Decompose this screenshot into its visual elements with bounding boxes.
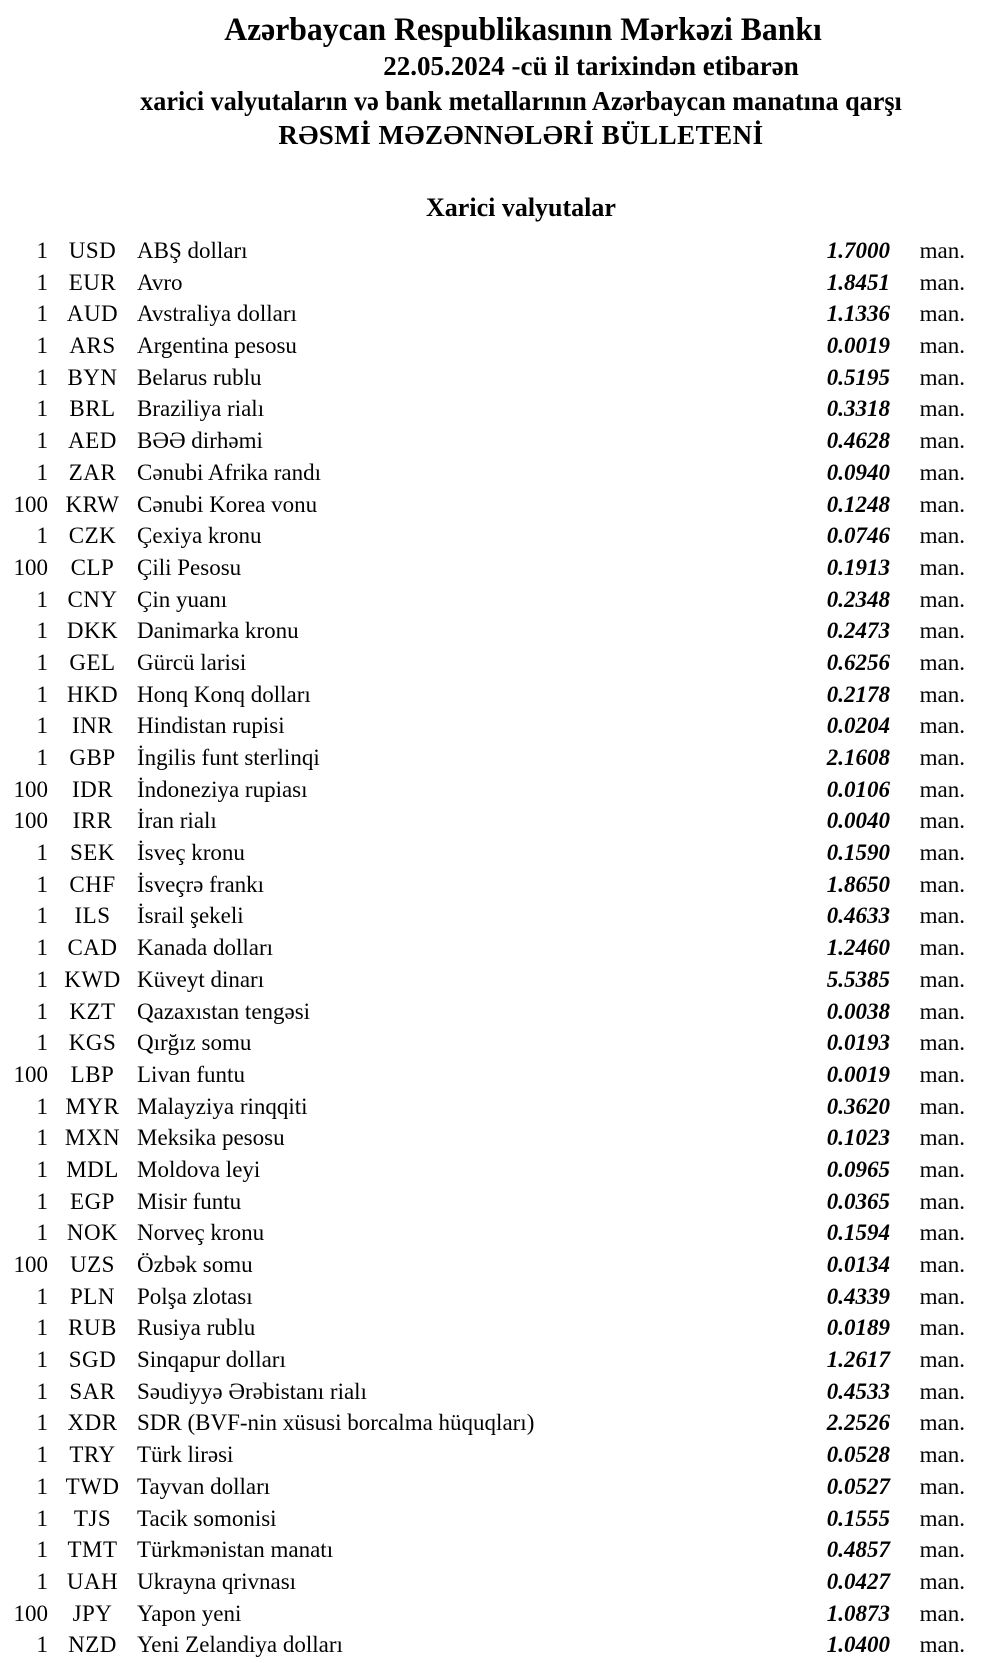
currency-row [0,489,965,521]
currency-unit: man. [919,871,965,897]
subject-line: xarici valyutaların və bank metallarının Azərbaycan manatına qarşı [140,86,902,116]
currency-row [0,584,965,616]
currency-code: MDL [66,1156,119,1182]
currency-qty: 1 [36,238,48,263]
currency-unit: man. [919,491,965,517]
currency-qty: 1 [36,618,48,644]
currency-code: MXN [64,1125,121,1151]
currency-name: Rusiya rublu [137,1315,256,1341]
currency-rate: 0.0019 [826,333,890,359]
currency-row [0,425,965,457]
currency-name: Polşa zlotası [137,1283,253,1309]
currency-name: Cənubi Afrika randı [137,459,321,485]
currency-rate: 0.0193 [826,1030,890,1056]
currency-row [0,1344,965,1376]
currency-rate: 1.8650 [826,871,890,897]
currency-unit: man. [919,1188,965,1214]
currency-rate: 0.1248 [826,491,890,517]
currency-row [0,964,965,996]
currency-qty: 1 [36,840,48,866]
currency-name: Tacik somonisi [137,1505,277,1531]
currency-unit: man. [919,1252,965,1277]
currency-qty: 1 [36,1410,48,1436]
currency-name: Honq Konq dolları [137,681,311,707]
currency-table [0,235,965,1661]
currency-code: NOK [66,1220,119,1246]
currency-qty: 1 [36,1156,48,1182]
currency-name: Yeni Zelandiya dolları [137,1632,343,1658]
currency-unit: man. [919,998,965,1024]
currency-row [0,1312,965,1344]
currency-row [0,1534,965,1566]
currency-code: IDR [71,776,114,802]
currency-row [0,742,965,774]
currency-name: Yapon yeni [137,1600,242,1626]
currency-rate: 5.5385 [826,966,890,992]
currency-row [0,330,965,362]
currency-row [0,869,965,901]
currency-code: EGP [70,1188,115,1214]
currency-name: Norveç kronu [137,1220,265,1246]
currency-code: UZS [70,1252,115,1277]
currency-unit: man. [919,554,965,580]
currency-unit: man. [919,1378,965,1404]
currency-row [0,1281,965,1313]
currency-unit: man. [919,1156,965,1182]
currency-name: Çin yuanı [137,586,228,612]
currency-qty: 100 [13,554,48,580]
currency-rate: 0.1555 [826,1505,890,1531]
currency-code: MYR [65,1093,120,1119]
currency-row [0,1503,965,1535]
currency-code: CLP [70,554,115,580]
currency-name: Tayvan dolları [137,1473,271,1499]
currency-qty: 1 [36,459,48,485]
currency-rate: 1.2617 [826,1347,890,1373]
currency-row [0,1091,965,1123]
currency-name: İran rialı [137,808,217,834]
currency-name: Cənubi Korea vonu [137,491,318,517]
currency-name: İsveçrə frankı [137,871,265,897]
currency-code: GBP [69,745,116,770]
currency-code: JPY [72,1600,113,1626]
currency-qty: 1 [36,1220,48,1246]
currency-unit: man. [919,1220,965,1246]
currency-qty: 1 [36,681,48,707]
currency-qty: 1 [36,649,48,675]
currency-rate: 0.2178 [826,681,890,707]
currency-row [0,1407,965,1439]
effective-date-line: 22.05.2024 -cü il tarixindən etibarən [383,51,799,81]
currency-row [0,996,965,1028]
currency-qty: 1 [36,935,48,961]
currency-name: Avstraliya dolları [137,301,297,327]
currency-unit: man. [919,396,965,422]
currency-rate: 0.6256 [826,649,890,675]
currency-rate: 0.0204 [826,713,890,739]
currency-rate: 0.1590 [826,840,890,866]
currency-row [0,1249,965,1281]
currency-name: Özbək somu [137,1252,253,1277]
currency-qty: 1 [36,269,48,295]
currency-qty: 1 [36,903,48,929]
bank-title: Azərbaycan Respublikasının Mərkəzi Bankı [224,12,822,48]
currency-name: Braziliya rialı [137,396,265,422]
currency-code: KZT [69,998,116,1024]
currency-unit: man. [919,745,965,770]
currency-qty: 1 [36,1315,48,1341]
currency-unit: man. [919,586,965,612]
currency-row [0,1629,965,1661]
currency-unit: man. [919,1315,965,1341]
currency-row [0,1027,965,1059]
currency-rate: 0.3318 [826,396,890,422]
currency-unit: man. [919,618,965,644]
currency-row [0,1122,965,1154]
currency-code: DKK [66,618,119,644]
currency-unit: man. [919,713,965,739]
currency-qty: 1 [36,1125,48,1151]
currency-rate: 1.2460 [826,935,890,961]
currency-row [0,1471,965,1503]
currency-qty: 1 [36,1442,48,1468]
currency-rate: 0.0965 [826,1156,890,1182]
currency-qty: 1 [36,1283,48,1309]
currency-name: Moldova leyi [137,1156,261,1182]
currency-rate: 0.4857 [826,1537,890,1563]
currency-rate: 0.0019 [826,1061,890,1087]
currency-code: EUR [68,269,117,295]
currency-qty: 1 [36,364,48,390]
currency-qty: 100 [13,1061,48,1087]
currency-rate: 0.4533 [826,1378,890,1404]
currency-name: BƏƏ dirhəmi [137,428,263,454]
currency-code: SGD [68,1347,117,1373]
currency-unit: man. [919,1505,965,1531]
document-header [0,0,1000,152]
currency-rate: 0.0365 [826,1188,890,1214]
currency-row [0,900,965,932]
currency-unit: man. [919,681,965,707]
currency-name: Livan funtu [137,1061,245,1087]
currency-unit: man. [919,935,965,961]
currency-qty: 100 [13,776,48,802]
currency-code: IRR [72,808,113,834]
currency-qty: 1 [36,1537,48,1563]
currency-name: Çili Pesosu [137,554,242,580]
currency-code: CAD [67,935,118,961]
currency-qty: 1 [36,301,48,327]
currency-row [0,520,965,552]
currency-unit: man. [919,1410,965,1436]
currency-unit: man. [919,649,965,675]
bulletin-title-line: RƏSMİ MƏZƏNNƏLƏRİ BÜLLETENİ [278,120,764,150]
currency-unit: man. [919,1347,965,1373]
currency-qty: 1 [36,998,48,1024]
currency-code: TJS [73,1505,112,1531]
currency-rate: 2.2526 [826,1410,890,1436]
currency-row [0,1154,965,1186]
currency-unit: man. [919,333,965,359]
currency-code: SAR [69,1378,116,1404]
currency-rate: 1.0400 [826,1632,890,1658]
currency-row [0,679,965,711]
currency-unit: man. [919,301,965,327]
currency-code: ARS [69,333,116,359]
currency-name: Çexiya kronu [137,523,262,549]
currency-name: Türk lirəsi [137,1442,234,1468]
currency-code: INR [71,713,114,739]
currency-code: UAH [66,1568,119,1594]
currency-unit: man. [919,1442,965,1468]
currency-qty: 1 [36,428,48,454]
currency-code: CNY [67,586,118,612]
currency-code: KGS [68,1030,117,1056]
currency-qty: 1 [36,396,48,422]
currency-name: İsrail şekeli [137,903,244,929]
currency-rate: 0.0189 [826,1315,890,1341]
currency-name: Danimarka kronu [137,618,299,644]
currency-rate: 0.1594 [826,1220,890,1246]
currency-code: CZK [68,523,117,549]
currency-name: Misir funtu [137,1188,242,1214]
currency-name: İsveç kronu [137,840,245,866]
currency-row [0,774,965,806]
currency-code: NZD [68,1632,117,1658]
currency-rate: 0.0040 [826,808,890,834]
currency-unit: man. [919,364,965,390]
currency-rate: 0.0038 [826,998,890,1024]
currency-code: ILS [74,903,111,929]
currency-rate: 0.2348 [826,586,890,612]
currency-rate: 0.0746 [826,523,890,549]
currency-name: Hindistan rupisi [137,713,285,739]
currency-rate: 0.2473 [826,618,890,644]
currency-row [0,298,965,330]
currency-name: Gürcü larisi [137,649,247,675]
currency-rate: 0.1023 [826,1125,890,1151]
currency-name: Kanada dolları [137,935,274,961]
currency-unit: man. [919,1030,965,1056]
currency-row [0,393,965,425]
currency-code: HKD [66,681,119,707]
currency-unit: man. [919,1600,965,1626]
currency-unit: man. [919,1473,965,1499]
currency-qty: 1 [36,1632,48,1658]
currency-code: GEL [69,649,116,675]
currency-rate: 1.1336 [826,301,890,327]
currency-code: SEK [70,840,115,866]
currency-row [0,1186,965,1218]
currency-name: Sinqapur dolları [137,1347,286,1373]
currency-code: TRY [69,1442,116,1468]
currency-row [0,362,965,394]
currency-rate: 2.1608 [826,745,890,770]
currency-unit: man. [919,1537,965,1563]
currency-row [0,710,965,742]
currency-name: Avro [137,269,183,295]
currency-name: Meksika pesosu [137,1125,285,1151]
currency-row [0,615,965,647]
currency-qty: 100 [13,491,48,517]
currency-code: AED [68,428,117,454]
currency-name: SDR (BVF-nin xüsusi borcalma hüquqları) [137,1410,535,1436]
currency-unit: man. [919,459,965,485]
currency-unit: man. [919,840,965,866]
currency-code: USD [68,238,117,263]
currency-unit: man. [919,1568,965,1594]
currency-qty: 1 [36,1347,48,1373]
currency-row [0,1439,965,1471]
currency-qty: 1 [36,1093,48,1119]
currency-code: KRW [65,491,120,517]
currency-row [0,1376,965,1408]
currency-unit: man. [919,428,965,454]
currency-name: İngilis funt sterlinqi [137,745,320,770]
section-title-foreign-currencies: Xarici valyutalar [426,193,616,222]
currency-name: Qırğız somu [137,1030,252,1056]
currency-code: RUB [68,1315,117,1341]
currency-qty: 1 [36,1188,48,1214]
currency-row [0,1566,965,1598]
currency-rate: 0.0527 [826,1473,890,1499]
currency-rate: 1.7000 [826,238,890,263]
currency-code: TMT [67,1537,118,1563]
currency-name: Argentina pesosu [137,333,297,359]
currency-code: AUD [66,301,119,327]
currency-name: Qazaxıstan tengəsi [137,998,311,1024]
currency-qty: 1 [36,1568,48,1594]
currency-name: Türkmənistan manatı [137,1537,334,1563]
currency-qty: 100 [13,1600,48,1626]
currency-unit: man. [919,1283,965,1309]
currency-rate: 0.5195 [826,364,890,390]
currency-row [0,552,965,584]
currency-rate: 1.8451 [826,269,890,295]
currency-qty: 100 [13,1252,48,1277]
currency-unit: man. [919,903,965,929]
currency-name: Küveyt dinarı [137,966,265,992]
currency-qty: 1 [36,1378,48,1404]
currency-name: ABŞ dolları [137,238,248,263]
currency-unit: man. [919,808,965,834]
currency-rate: 0.3620 [826,1093,890,1119]
currency-unit: man. [919,776,965,802]
currency-code: BRL [69,396,116,422]
currency-rate: 0.0134 [826,1252,890,1277]
currency-rate: 0.0940 [826,459,890,485]
currency-unit: man. [919,1061,965,1087]
currency-rate: 0.0106 [826,776,890,802]
currency-name: Belarus rublu [137,364,262,390]
currency-rate: 0.0528 [826,1442,890,1468]
currency-rate: 0.4628 [826,428,890,454]
currency-name: Malayziya rinqqiti [137,1093,308,1119]
currency-rate: 0.4339 [826,1283,890,1309]
currency-name: Ukrayna qrivnası [137,1568,297,1594]
currency-row [0,805,965,837]
currency-row [0,1217,965,1249]
currency-code: TWD [65,1473,120,1499]
currency-qty: 1 [36,966,48,992]
currency-qty: 1 [36,1030,48,1056]
currency-name: Səudiyyə Ərəbistanı rialı [137,1378,367,1404]
currency-row [0,1059,965,1091]
currency-qty: 1 [36,745,48,770]
currency-rate: 1.0873 [826,1600,890,1626]
currency-name: İndoneziya rupiası [137,776,308,802]
currency-qty: 100 [13,808,48,834]
currency-unit: man. [919,1632,965,1658]
currency-qty: 1 [36,1473,48,1499]
currency-row [0,932,965,964]
currency-row [0,267,965,299]
currency-unit: man. [919,1093,965,1119]
currency-qty: 1 [36,523,48,549]
currency-unit: man. [919,269,965,295]
currency-rate: 0.1913 [826,554,890,580]
currency-qty: 1 [36,713,48,739]
currency-row [0,1598,965,1630]
currency-code: KWD [64,966,121,992]
currency-unit: man. [919,523,965,549]
currency-unit: man. [919,238,965,263]
currency-unit: man. [919,1125,965,1151]
currency-row [0,235,965,267]
currency-qty: 1 [36,871,48,897]
currency-qty: 1 [36,1505,48,1531]
currency-row [0,647,965,679]
currency-qty: 1 [36,586,48,612]
currency-row [0,457,965,489]
currency-row [0,837,965,869]
currency-rate: 0.0427 [826,1568,890,1594]
currency-rate: 0.4633 [826,903,890,929]
currency-qty: 1 [36,333,48,359]
currency-code: CHF [69,871,116,897]
currency-code: BYN [67,364,118,390]
currency-unit: man. [919,966,965,992]
currency-code: ZAR [68,459,117,485]
currency-code: XDR [67,1410,118,1436]
currency-code: LBP [70,1061,115,1087]
currency-code: PLN [70,1283,115,1309]
